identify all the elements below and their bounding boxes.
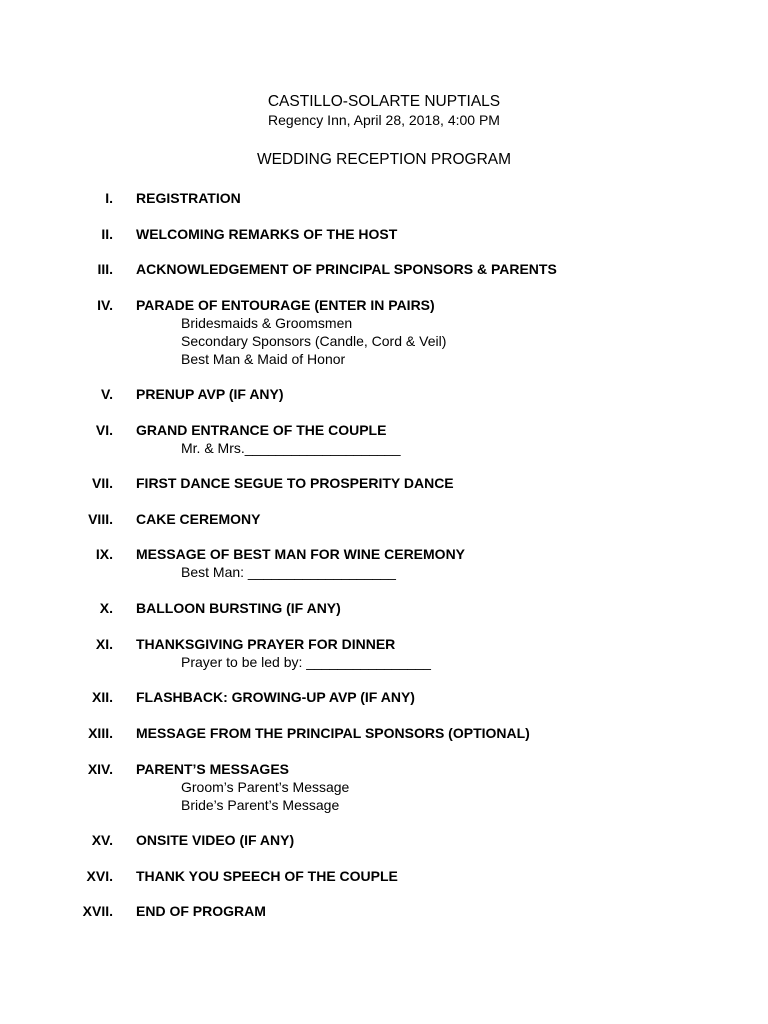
program-item-number: VIII. [88,511,113,527]
program-item-number: XVII. [82,903,113,919]
program-item-label: THANKSGIVING PRAYER FOR DINNER [136,636,396,652]
program-item-number: V. [101,386,113,402]
document-subtitle: Regency Inn, April 28, 2018, 4:00 PM [268,112,500,128]
program-title: WEDDING RECEPTION PROGRAM [256,151,512,168]
program-item-number: IX. [95,546,113,562]
program-subitem: Bride’s Parent’s Message [181,797,340,813]
program-item-label: ACKNOWLEDGEMENT OF PRINCIPAL SPONSORS & PARENTS [136,261,557,277]
program-item-number: III. [97,261,113,277]
program-item-number: XVI. [86,868,113,884]
program-subitem: Best Man: ___________________ [181,564,396,580]
program-item-number: XI. [95,636,113,652]
program-item-label: PRENUP AVP (IF ANY) [136,386,284,402]
program-item-label: ONSITE VIDEO (IF ANY) [136,832,295,848]
program-item-number: VII. [91,475,113,491]
program-item-number: I. [105,190,113,206]
program-item-number: XIII. [88,725,113,741]
program-item-label: CAKE CEREMONY [136,511,261,527]
document-title: CASTILLO-SOLARTE NUPTIALS [267,93,501,110]
program-item-label: END OF PROGRAM [136,903,266,919]
program-item-number: XII. [91,689,113,705]
program-item-label: WELCOMING REMARKS OF THE HOST [136,226,398,242]
program-subitem: Best Man & Maid of Honor [181,351,346,367]
program-item-number: VI. [95,422,113,438]
program-subitem: Prayer to be led by: ________________ [181,654,431,670]
program-item-label: THANK YOU SPEECH OF THE COUPLE [136,868,398,884]
program-item-number: X. [99,600,113,616]
program-subitem: Groom’s Parent’s Message [181,779,350,795]
program-item-label: MESSAGE FROM THE PRINCIPAL SPONSORS (OPTIONAL) [136,725,530,741]
program-item-label: FIRST DANCE SEGUE TO PROSPERITY DANCE [136,475,454,491]
program-subitem: Secondary Sponsors (Candle, Cord & Veil) [181,333,447,349]
program-item-label: BALLOON BURSTING (IF ANY) [136,600,341,616]
program-item-label: PARENT’S MESSAGES [136,761,289,777]
program-item-number: IV. [97,297,113,313]
program-item-number: XV. [91,832,113,848]
program-item-label: PARADE OF ENTOURAGE (ENTER IN PAIRS) [136,297,435,313]
program-item-number: XIV. [87,761,113,777]
program-item-label: MESSAGE OF BEST MAN FOR WINE CEREMONY [136,546,466,562]
program-item-label: FLASHBACK: GROWING-UP AVP (IF ANY) [136,689,415,705]
program-item-number: II. [101,226,113,242]
program-subitem: Bridesmaids & Groomsmen [181,315,353,331]
program-item-label: GRAND ENTRANCE OF THE COUPLE [136,422,387,438]
program-subitem: Mr. & Mrs.____________________ [181,440,401,456]
program-item-label: REGISTRATION [136,190,241,206]
